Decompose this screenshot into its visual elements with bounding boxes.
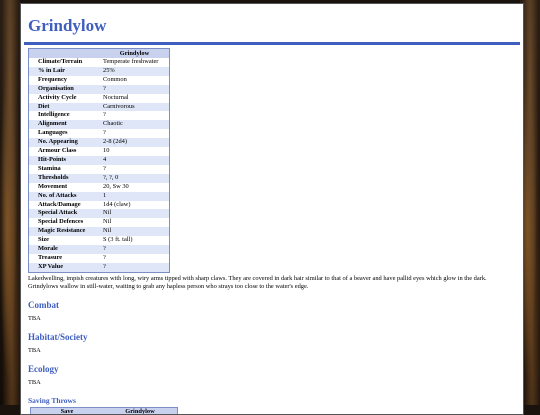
ecology-heading: Ecology (28, 363, 59, 374)
stat-label: Movement (29, 183, 101, 192)
stat-value: Temperate freshwater (100, 58, 170, 67)
stat-label: % in Lair (29, 67, 101, 76)
stat-row (29, 147, 170, 156)
stat-row (29, 236, 170, 245)
saving-throws-heading: Saving Throws (28, 395, 76, 405)
stat-value: Common (100, 76, 170, 85)
saving-throws-header-row (31, 407, 178, 415)
stat-label: Magic Resistance (29, 227, 101, 236)
stat-value: ? (100, 85, 170, 94)
stat-value: ? (100, 263, 170, 272)
stat-label: Special Defences (29, 218, 101, 227)
stat-row (29, 263, 170, 272)
stat-value: Nil (100, 227, 170, 236)
stat-row (29, 227, 170, 236)
stat-value: Carnivorous (100, 103, 170, 112)
stat-value: S (3 ft. tall) (100, 236, 170, 245)
habitat-text: TBA (28, 346, 41, 354)
saves-col-name: Grindylow (103, 407, 178, 415)
stat-table-header-spacer (29, 49, 101, 59)
stat-label: Special Attack (29, 209, 101, 218)
stat-table-body (29, 58, 170, 272)
stat-label: Languages (29, 129, 101, 138)
page-title: Grindylow (28, 16, 107, 35)
habitat-heading: Habitat/Society (28, 331, 88, 342)
stat-label: Attack/Damage (29, 201, 101, 210)
stat-label: Hit-Points (29, 156, 101, 165)
stat-row (29, 183, 170, 192)
stat-row (29, 58, 170, 67)
stat-row (29, 218, 170, 227)
stat-value: 1 (100, 192, 170, 201)
stat-row (29, 76, 170, 85)
stat-row (29, 103, 170, 112)
stat-value: ? (100, 165, 170, 174)
combat-heading: Combat (28, 299, 59, 310)
stat-label: Activity Cycle (29, 94, 101, 103)
saving-throws-table (30, 407, 178, 415)
stat-row (29, 245, 170, 254)
stat-value: ? (100, 111, 170, 120)
stat-label: Frequency (29, 76, 101, 85)
stat-row (29, 174, 170, 183)
stat-row (29, 111, 170, 120)
stat-table-header: Grindylow (100, 49, 170, 59)
stat-label: Treasure (29, 254, 101, 263)
stat-value: Nil (100, 218, 170, 227)
stat-label: Organisation (29, 85, 101, 94)
stat-row (29, 192, 170, 201)
stat-row (29, 120, 170, 129)
article-page (20, 3, 524, 415)
stat-row (29, 201, 170, 210)
stat-label: Alignment (29, 120, 101, 129)
stat-value: 4 (100, 156, 170, 165)
title-divider (24, 42, 520, 45)
stat-value: 10 (100, 147, 170, 156)
stat-row (29, 138, 170, 147)
stat-value: 1d4 (claw) (100, 201, 170, 210)
stat-value: Nil (100, 209, 170, 218)
background-left (0, 0, 20, 405)
combat-text: TBA (28, 314, 41, 322)
stat-label: Morale (29, 245, 101, 254)
stat-label: Size (29, 236, 101, 245)
stat-row (29, 129, 170, 138)
stat-row (29, 165, 170, 174)
stat-label: Intelligence (29, 111, 101, 120)
stat-label: Stamina (29, 165, 101, 174)
stat-label: XP Value (29, 263, 101, 272)
creature-description: Lakedwelling, impish creatures with long, wiry arms tipped with sharp claws. They are covered in dark hair similar to that of a beaver and have pallid eyes which glow in the dark. Grindylows wallow in still-water, waiting to grab any hapless person who strays too close to the water's edge. (28, 274, 487, 290)
ecology-text: TBA (28, 378, 41, 386)
stat-value: Chaotic (100, 120, 170, 129)
stat-table (28, 48, 170, 273)
stat-table-header-row (29, 49, 170, 59)
stat-value: 25% (100, 67, 170, 76)
stat-row (29, 67, 170, 76)
saves-col-save: Save (31, 407, 104, 415)
stat-value: Nocturnal (100, 94, 170, 103)
stat-value: 2-8 (2d4) (100, 138, 170, 147)
stat-value: ? (100, 129, 170, 138)
stat-label: Diet (29, 103, 101, 112)
stat-label: No. of Attacks (29, 192, 101, 201)
stat-row (29, 85, 170, 94)
stat-row (29, 94, 170, 103)
stat-label: No. Appearing (29, 138, 101, 147)
stat-value: ?, ?, 0 (100, 174, 170, 183)
stat-value: ? (100, 245, 170, 254)
stat-row (29, 254, 170, 263)
stat-value: 20, Sw 30 (100, 183, 170, 192)
stat-label: Climate/Terrain (29, 58, 101, 67)
stat-label: Thresholds (29, 174, 101, 183)
stat-row (29, 209, 170, 218)
stat-row (29, 156, 170, 165)
stat-value: ? (100, 254, 170, 263)
stat-label: Armour Class (29, 147, 101, 156)
